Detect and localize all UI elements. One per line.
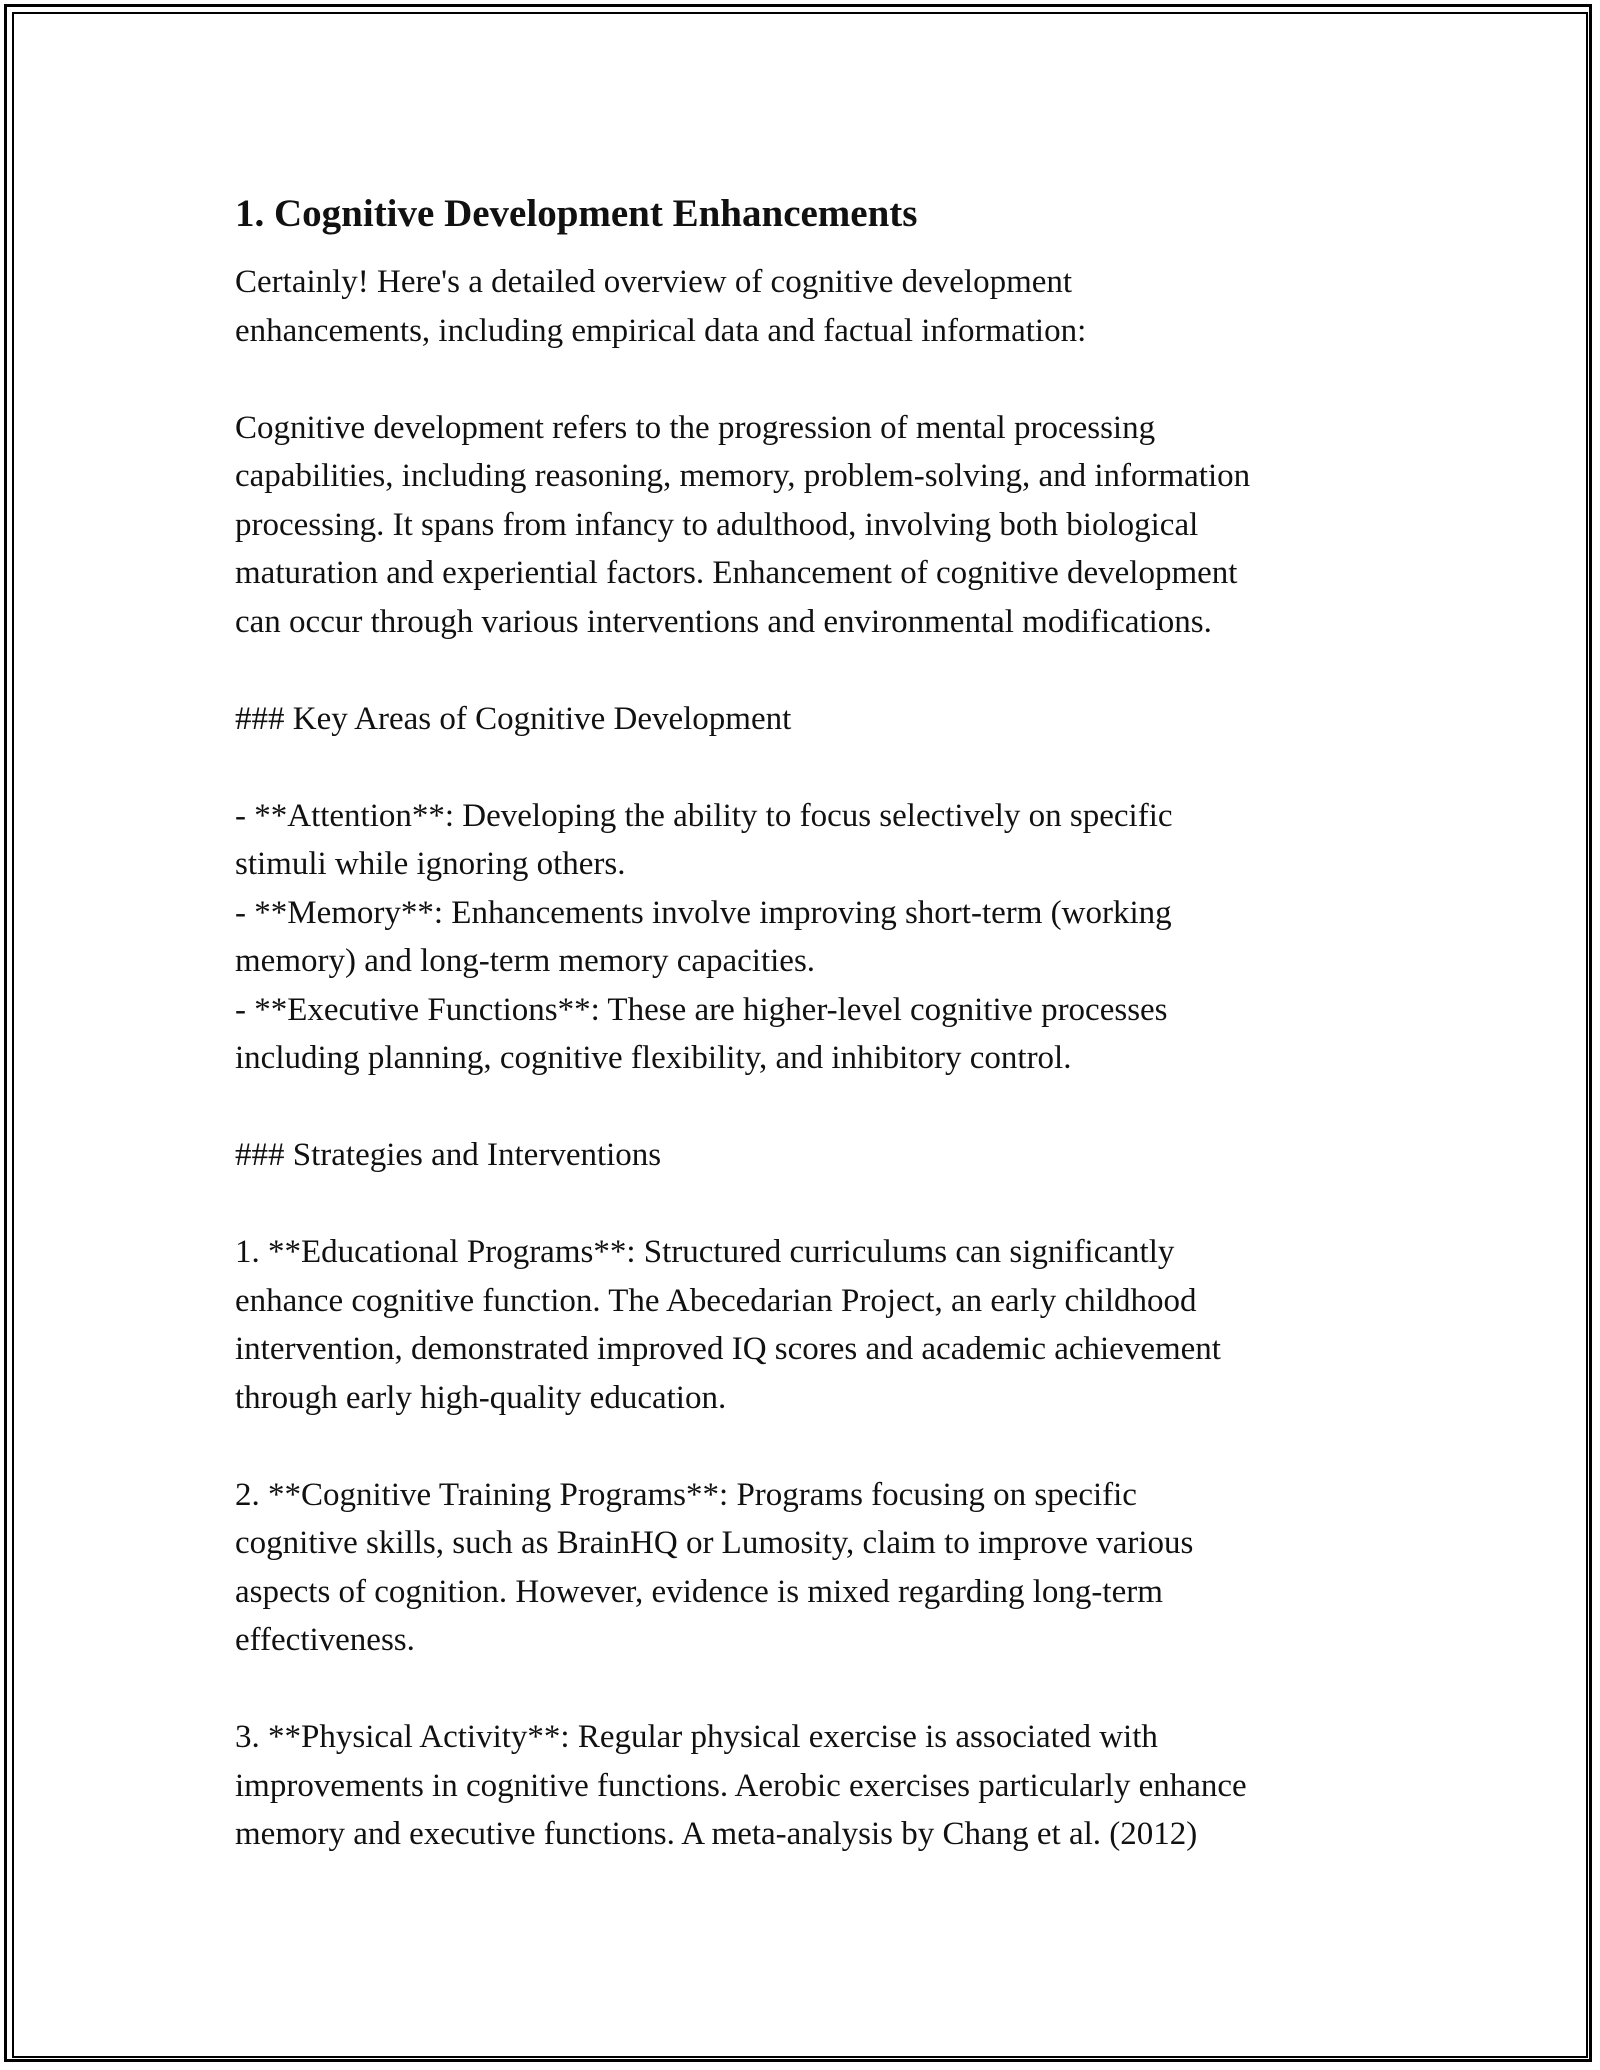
text-line: 3. **Physical Activity**: Regular physical exercise is associated with (235, 1719, 1158, 1755)
text-line: ### Strategies and Interventions (235, 1137, 662, 1173)
key-areas-list (235, 792, 1385, 1083)
text-line: - **Executive Functions**: These are higher-level cognitive processes (235, 991, 1168, 1028)
text-line: Certainly! Here's a detailed overview of cognitive development (235, 264, 1073, 300)
text-line: cognitive skills, such as BrainHQ or Lumosity, claim to improve various (235, 1525, 1194, 1561)
text-line: including planning, cognitive flexibility, and inhibitory control. (235, 1040, 1072, 1076)
text-line: memory) and long-term memory capacities. (235, 943, 816, 979)
text-line: - **Memory**: Enhancements involve improving short-term (working (235, 894, 1172, 931)
text-line: processing. It spans from infancy to adulthood, involving both biological (235, 506, 1199, 543)
text-line: intervention, demonstrated improved IQ scores and academic achievement (235, 1331, 1221, 1367)
text-line: enhance cognitive function. The Abecedarian Project, an early childhood (235, 1282, 1197, 1319)
text-line: improvements in cognitive functions. Aerobic exercises particularly enhance (235, 1767, 1247, 1804)
definition-paragraph (235, 404, 1385, 647)
strategies-heading (235, 1131, 1385, 1180)
text-line: memory and executive functions. A meta-analysis by Chang et al. (2012) (235, 1816, 1198, 1852)
text-line: capabilities, including reasoning, memory, problem-solving, and information (235, 458, 1251, 494)
text-line: through early high-quality education. (235, 1379, 727, 1416)
key-areas-heading (235, 695, 1385, 744)
text-line: effectiveness. (235, 1622, 415, 1658)
cognitive-training-item (235, 1471, 1385, 1665)
text-line: stimuli while ignoring others. (235, 846, 626, 882)
text-line: can occur through various interventions and environmental modifications. (235, 603, 1212, 640)
document-body (235, 186, 1385, 1859)
text-line: - **Attention**: Developing the ability to focus selectively on specific (235, 797, 1173, 834)
text-line: ### Key Areas of Cognitive Development (235, 700, 792, 737)
text-line: Cognitive development refers to the progression of mental processing (235, 409, 1156, 446)
text-line: enhancements, including empirical data and factual information: (235, 312, 1087, 349)
text-line: 1. **Educational Programs**: Structured curriculums can significantly (235, 1234, 1175, 1270)
text-line: 2. **Cognitive Training Programs**: Programs focusing on specific (235, 1476, 1137, 1513)
text-line: maturation and experiential factors. Enhancement of cognitive development (235, 555, 1238, 591)
section-title: 1. Cognitive Development Enhancements (235, 192, 918, 235)
paragraph-list (235, 258, 1385, 1859)
educational-programs-item (235, 1228, 1385, 1422)
intro-paragraph (235, 258, 1385, 355)
text-line: aspects of cognition. However, evidence is mixed regarding long-term (235, 1573, 1163, 1610)
physical-activity-item (235, 1713, 1385, 1859)
